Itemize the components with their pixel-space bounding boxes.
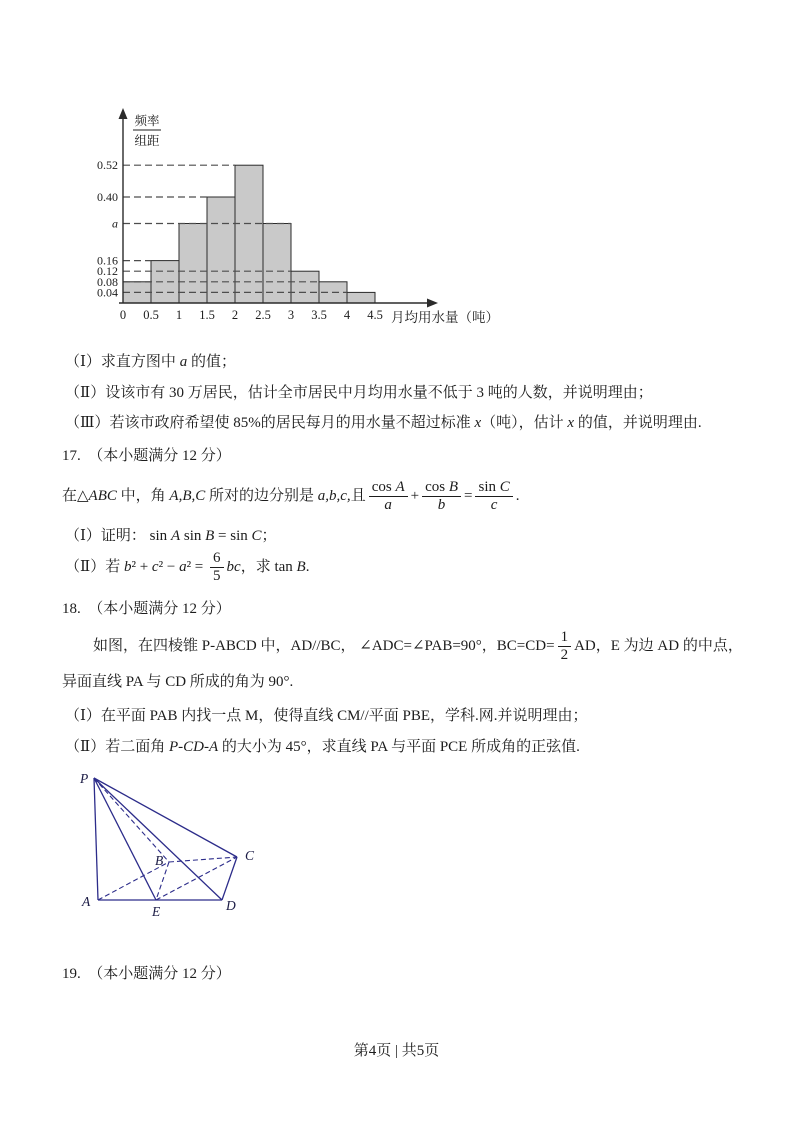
y-tick-label: 0.52 xyxy=(97,158,118,173)
page-footer xyxy=(0,1039,793,1060)
x-tick-label: 4 xyxy=(343,308,351,322)
text-run: 所对的边分别是 xyxy=(205,487,318,504)
x-tick-label: 2.5 xyxy=(255,308,271,322)
text-run: （Ⅱ）若 xyxy=(65,558,124,575)
math-variable: C xyxy=(499,478,510,495)
vertex-label: P xyxy=(80,771,89,786)
fraction xyxy=(369,479,408,514)
text-run: 的大小为 45°，求直线 PA 与平面 PCE 所成角的正弦值. xyxy=(218,739,580,755)
y-axis-arrow-icon xyxy=(119,108,128,119)
math-variable: ABC xyxy=(88,487,117,504)
y-tick-label: 0.08 xyxy=(97,274,118,289)
x-axis-label: 月均用水量（吨） xyxy=(391,310,499,325)
text-run: （Ⅱ）设该市有 30 万居民，估计全市居民中月均用水量不低于 3 吨的人数，并说明理由； xyxy=(65,385,653,401)
y-axis-label-fraction xyxy=(133,113,161,148)
text-run: = sin xyxy=(214,528,252,544)
text-run: 的值； xyxy=(187,354,236,370)
q18-intro-line1 xyxy=(93,626,743,666)
y-label-numerator: 频率 xyxy=(134,114,160,128)
frequency-histogram xyxy=(95,103,525,333)
x-axis-arrow-icon xyxy=(427,299,438,308)
fraction xyxy=(558,629,572,664)
text-run: . xyxy=(515,487,520,504)
math-variable: a xyxy=(179,354,188,370)
math-variable: B xyxy=(205,528,215,544)
x-ticks-group xyxy=(120,308,383,322)
math-variable: A xyxy=(170,528,181,544)
q18-part1 xyxy=(65,707,588,726)
x-tick-label: 1.5 xyxy=(199,308,215,322)
dashed-edge xyxy=(94,778,169,862)
text-run: 的值，并说明理由. xyxy=(574,415,702,431)
text-run: sin xyxy=(180,528,206,544)
text-run: 1 xyxy=(560,628,569,645)
vertex-label: C xyxy=(245,848,255,863)
text-run: 6 xyxy=(213,549,221,566)
text-run: （Ⅲ）若该市政府希望使 85%的居民每月的用水量不超过标准 xyxy=(65,415,475,431)
histogram-bar xyxy=(207,197,235,303)
x-tick-label: 1 xyxy=(175,308,183,322)
histogram-bar xyxy=(347,292,375,303)
text-run: AD，E 为边 AD 的中点， xyxy=(574,637,743,654)
text-run: ； xyxy=(261,528,277,544)
text-run: ，求 tan xyxy=(240,558,297,575)
vertex-label: D xyxy=(226,898,236,913)
y-tick-label: a xyxy=(112,216,118,231)
x-tick-label: 3.5 xyxy=(311,308,327,322)
math-variable: a xyxy=(179,558,187,575)
math-variable: b xyxy=(123,558,132,575)
x-tick-label: 0 xyxy=(119,308,127,322)
math-variable: P-CD-A xyxy=(168,739,219,755)
math-variable: a,b,c, xyxy=(317,487,351,504)
q17-header xyxy=(62,447,231,466)
text-run: = xyxy=(464,487,473,504)
q16-part3 xyxy=(65,414,702,433)
fraction xyxy=(210,550,224,585)
q18-part2 xyxy=(65,738,580,757)
math-variable: b xyxy=(437,496,446,513)
vertex-label: B xyxy=(155,853,164,868)
pyramid-figure xyxy=(70,758,285,928)
math-variable: bc xyxy=(226,558,241,575)
page-number: 第4页 | 共5页 xyxy=(353,1043,440,1059)
text-run: （Ⅰ）证明： sin xyxy=(65,528,171,544)
solid-edge xyxy=(94,778,156,900)
text-run: . xyxy=(305,558,310,575)
text-run: 2 xyxy=(560,646,569,663)
text-run: + xyxy=(410,487,420,504)
math-variable: a xyxy=(384,496,392,513)
text-run: ² = xyxy=(186,558,208,575)
text-run: ² + xyxy=(131,558,152,575)
math-variable: C xyxy=(251,528,262,544)
q16-part2 xyxy=(65,384,653,403)
q18-intro-line2 xyxy=(62,673,293,692)
math-variable: A,B,C xyxy=(169,487,206,504)
text-run: 异面直线 PA 与 CD 所成的角为 90°. xyxy=(62,674,294,690)
histogram-bar xyxy=(151,261,179,303)
text-run: 如图，在四棱锥 P-ABCD 中，AD//BC， ∠ADC=∠PAB=90°，BC=CD= xyxy=(93,637,555,654)
text-run: cos xyxy=(371,478,396,495)
solid-edge xyxy=(94,778,98,900)
figure-edges xyxy=(94,778,237,900)
text-run: （Ⅰ）在平面 PAB 内找一点 M，使得直线 CM//平面 PBE，学科.网.并说明理由； xyxy=(65,708,588,724)
y-tick-label: 0.16 xyxy=(97,253,118,268)
fraction xyxy=(422,479,461,514)
fraction xyxy=(475,479,512,514)
y-label-denominator: 组距 xyxy=(134,134,160,148)
x-tick-label: 4.5 xyxy=(367,308,383,322)
text-run: 17. （本小题满分 12 分） xyxy=(62,448,231,464)
text-run: （Ⅰ）求直方图中 xyxy=(65,354,180,370)
q17-intro xyxy=(62,476,520,516)
y-tick-label: 0.04 xyxy=(97,285,118,300)
y-tick-label: 0.40 xyxy=(97,190,118,204)
solid-edge xyxy=(94,778,222,900)
text-run: 在△ xyxy=(62,487,89,504)
text-run: 中，角 xyxy=(116,487,170,504)
x-tick-label: 3 xyxy=(287,308,295,322)
histogram-bar xyxy=(179,224,207,304)
q16-part1 xyxy=(65,353,236,372)
q18-header xyxy=(62,600,231,619)
q17-part2 xyxy=(65,547,309,587)
text-run: 18. （本小题满分 12 分） xyxy=(62,601,231,617)
math-variable: x xyxy=(474,415,482,431)
math-variable: c xyxy=(151,558,159,575)
text-run: 且 xyxy=(350,487,366,504)
math-variable: x xyxy=(567,415,575,431)
text-run: sin xyxy=(478,478,500,495)
text-run: （Ⅱ）若二面角 xyxy=(65,739,169,755)
text-run: 19. （本小题满分 12 分） xyxy=(62,966,231,982)
x-tick-label: 2 xyxy=(231,308,239,322)
y-tick-label: 0.12 xyxy=(97,264,118,279)
solid-edge xyxy=(94,778,237,857)
math-variable: B xyxy=(296,558,306,575)
math-variable: c xyxy=(490,496,498,513)
text-run: 5 xyxy=(213,567,221,584)
x-tick-label: 0.5 xyxy=(143,308,159,322)
vertex-label: A xyxy=(82,894,91,909)
histogram-bar xyxy=(263,224,291,304)
vertex-label: E xyxy=(152,904,161,919)
text-run: （吨），估计 xyxy=(481,415,568,431)
figure-labels xyxy=(79,771,255,919)
solid-edge xyxy=(222,857,237,900)
math-variable: A xyxy=(395,478,405,495)
math-variable: B xyxy=(448,478,459,495)
histogram-bar xyxy=(291,271,319,303)
text-run: ² − xyxy=(158,558,180,575)
q19-header xyxy=(62,965,231,984)
q17-part1 xyxy=(65,527,277,546)
text-run: cos xyxy=(425,478,449,495)
